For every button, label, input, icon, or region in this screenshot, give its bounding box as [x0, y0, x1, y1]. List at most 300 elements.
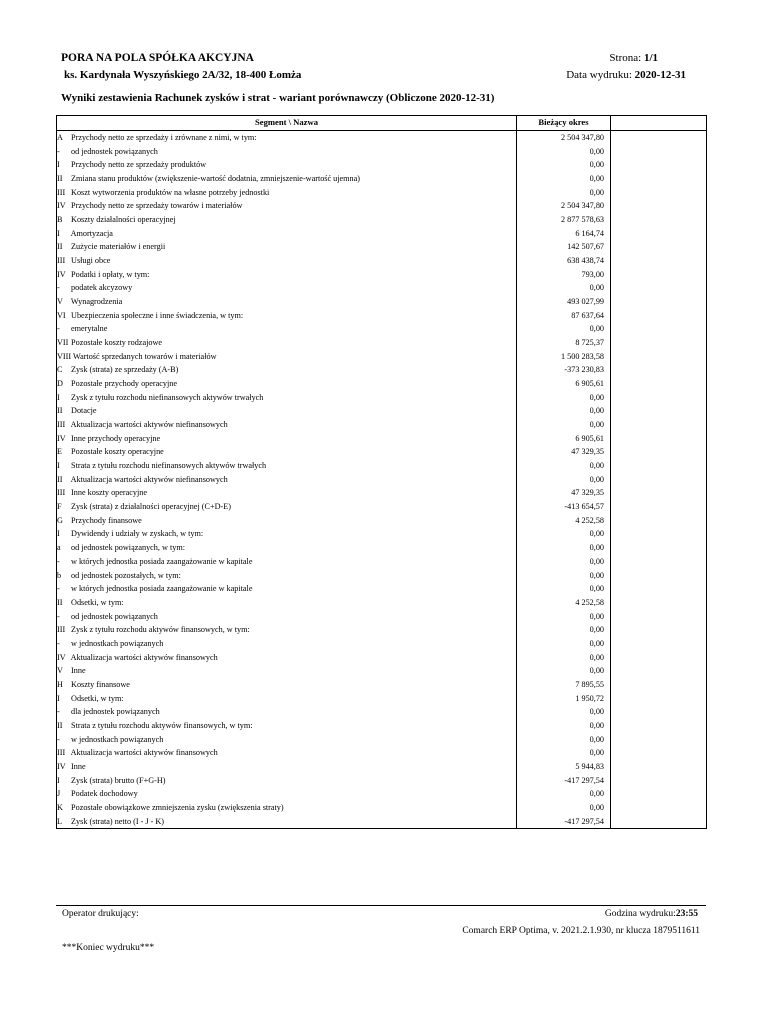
row-value-extra	[611, 213, 707, 227]
row-value-extra	[611, 322, 707, 336]
row-name: Aktualizacja wartości aktywów finansowych	[70, 652, 218, 662]
row-code: III	[57, 187, 66, 197]
row-value-current-period: 142 507,67	[517, 240, 611, 254]
row-label	[57, 582, 517, 596]
row-name: Koszt wytworzenia produktów na własne potrzeby jednostki	[71, 187, 270, 197]
row-name: Aktualizacja wartości aktywów niefinansowych	[70, 420, 228, 430]
row-value-extra	[611, 254, 707, 268]
row-name: Inne przychody operacyjne	[71, 433, 161, 443]
column-header-extra	[611, 116, 707, 131]
row-code: F	[57, 502, 62, 512]
table-row	[57, 773, 707, 787]
operator-label: Operator drukujący:	[62, 909, 139, 919]
table-row	[57, 295, 707, 309]
row-value-current-period: 0,00	[517, 185, 611, 199]
row-name: od jednostek powiązanych, w tym:	[71, 543, 185, 553]
row-name: w jednostkach powiązanych	[71, 734, 164, 744]
row-value-extra	[611, 295, 707, 309]
row-code: -	[57, 283, 60, 293]
row-name: od jednostek pozostałych, w tym:	[71, 570, 181, 580]
row-name: Inne	[71, 761, 86, 771]
table-row	[57, 322, 707, 336]
table-row	[57, 308, 707, 322]
row-label	[57, 254, 517, 268]
row-code: G	[57, 515, 63, 525]
row-name: Wynagrodzenia	[70, 297, 123, 307]
table-row	[57, 254, 707, 268]
row-name: Inne koszty operacyjne	[71, 488, 147, 498]
row-code: II	[57, 406, 63, 416]
table-row	[57, 678, 707, 692]
row-name: Przychody netto ze sprzedaży produktów	[71, 160, 207, 170]
table-row	[57, 472, 707, 486]
row-label	[57, 500, 517, 514]
row-label	[57, 664, 517, 678]
row-value-extra	[611, 199, 707, 213]
row-value-current-period: 0,00	[517, 172, 611, 186]
row-code: I	[57, 392, 60, 402]
row-name: Amortyzacja	[70, 228, 113, 238]
row-name: Zysk z tytułu rozchodu aktywów finansowych, w tym:	[71, 625, 250, 635]
row-code: I	[57, 461, 60, 471]
row-code: -	[57, 734, 60, 744]
table-header-row	[57, 116, 707, 131]
row-label	[57, 486, 517, 500]
table-row	[57, 281, 707, 295]
end-of-print-note: ***Koniec wydruku***	[62, 943, 155, 953]
row-code: C	[57, 365, 63, 375]
company-name: PORA NA POLA SPÓŁKA AKCYJNA	[61, 52, 254, 64]
row-value-extra	[611, 801, 707, 815]
row-value-extra	[611, 281, 707, 295]
table-row	[57, 814, 707, 828]
row-label	[57, 130, 517, 144]
table-row	[57, 418, 707, 432]
row-label	[57, 678, 517, 692]
row-code: II	[57, 597, 63, 607]
row-value-extra	[611, 623, 707, 637]
row-value-current-period: 0,00	[517, 719, 611, 733]
row-value-extra	[611, 267, 707, 281]
row-name: Zysk (strata) z działalności operacyjnej (C+D-E)	[71, 502, 231, 512]
row-name: Pozostałe koszty rodzajowe	[71, 338, 162, 348]
row-code: -	[57, 611, 60, 621]
table-row	[57, 650, 707, 664]
row-value-extra	[611, 486, 707, 500]
row-value-current-period: 493 027,99	[517, 295, 611, 309]
table-row	[57, 130, 707, 144]
row-code: -	[57, 638, 60, 648]
row-name: Pozostałe koszty operacyjne	[71, 447, 164, 457]
row-value-extra	[611, 719, 707, 733]
row-value-current-period: 793,00	[517, 267, 611, 281]
row-name: Koszty działalności operacyjnej	[71, 215, 176, 225]
row-label	[57, 322, 517, 336]
row-value-current-period: 0,00	[517, 527, 611, 541]
table-row	[57, 390, 707, 404]
company-address: ks. Kardynała Wyszyńskiego 2A/32, 18-400 Łomża	[64, 69, 302, 81]
column-header-current-period: Bieżący okres	[517, 116, 611, 131]
row-label	[57, 705, 517, 719]
row-name: Odsetki, w tym:	[71, 693, 124, 703]
row-code: I	[57, 693, 60, 703]
row-value-extra	[611, 691, 707, 705]
row-name: Zmiana stanu produktów (zwiększenie-wartość dodatnia, zmniejszenie-wartość ujemna)	[71, 174, 361, 184]
table-row	[57, 226, 707, 240]
report-title: Wyniki zestawienia Rachunek zysków i strat - wariant porównawczy (Obliczone 2020-12-31)	[61, 92, 495, 104]
row-value-current-period: 0,00	[517, 705, 611, 719]
row-value-extra	[611, 568, 707, 582]
row-code: b	[57, 570, 62, 580]
row-code: J	[57, 789, 61, 799]
row-label	[57, 199, 517, 213]
row-value-current-period: 2 877 578,63	[517, 213, 611, 227]
row-label	[57, 787, 517, 801]
row-value-current-period: 0,00	[517, 390, 611, 404]
row-code: II	[57, 720, 63, 730]
row-value-extra	[611, 500, 707, 514]
row-value-extra	[611, 431, 707, 445]
row-value-current-period: 0,00	[517, 732, 611, 746]
row-label	[57, 226, 517, 240]
row-value-extra	[611, 596, 707, 610]
print-date-value: 2020-12-31	[634, 69, 686, 81]
row-value-current-period: 0,00	[517, 568, 611, 582]
row-value-current-period: 87 637,64	[517, 308, 611, 322]
table-row	[57, 213, 707, 227]
row-value-current-period: 0,00	[517, 404, 611, 418]
row-label	[57, 623, 517, 637]
row-value-extra	[611, 664, 707, 678]
row-value-current-period: 1 950,72	[517, 691, 611, 705]
row-code: -	[57, 584, 60, 594]
row-code: III	[57, 256, 66, 266]
row-name: Inne	[71, 666, 86, 676]
row-value-extra	[611, 377, 707, 391]
row-value-extra	[611, 705, 707, 719]
table-row	[57, 801, 707, 815]
row-value-extra	[611, 390, 707, 404]
row-name: w których jednostka posiada zaangażowanie w kapitale	[71, 584, 253, 594]
row-label	[57, 445, 517, 459]
row-value-current-period: 0,00	[517, 322, 611, 336]
row-name: Strata z tytułu rozchodu aktywów finansowych, w tym:	[71, 720, 253, 730]
print-time	[605, 909, 698, 919]
row-value-extra	[611, 472, 707, 486]
row-label	[57, 377, 517, 391]
row-value-extra	[611, 513, 707, 527]
row-name: Ubezpieczenia społeczne i inne świadczenia, w tym:	[71, 310, 244, 320]
row-value-current-period: 0,00	[517, 787, 611, 801]
table-row	[57, 240, 707, 254]
row-label	[57, 732, 517, 746]
table-row	[57, 445, 707, 459]
row-name: Odsetki, w tym:	[71, 597, 124, 607]
table-row	[57, 527, 707, 541]
row-label	[57, 295, 517, 309]
row-code: I	[57, 775, 60, 785]
row-name: Koszty finansowe	[71, 679, 130, 689]
row-value-extra	[611, 637, 707, 651]
row-name: emerytalne	[71, 324, 108, 334]
table-row	[57, 691, 707, 705]
row-name: Zysk (strata) brutto (F+G-H)	[71, 775, 166, 785]
print-date	[566, 69, 686, 81]
row-name: podatek akcyzowy	[71, 283, 133, 293]
footer-divider	[56, 905, 706, 906]
row-name: Zysk z tytułu rozchodu niefinansowych aktywów trwałych	[71, 392, 264, 402]
row-value-current-period: 7 895,55	[517, 678, 611, 692]
row-code: III	[57, 488, 66, 498]
table-row	[57, 746, 707, 760]
row-label	[57, 213, 517, 227]
row-name: Pozostałe obowiązkowe zmniejszenia zysku (zwiększenia straty)	[71, 802, 284, 812]
row-code: A	[57, 133, 63, 142]
row-value-extra	[611, 130, 707, 144]
table-row	[57, 185, 707, 199]
row-value-current-period: -417 297,54	[517, 814, 611, 828]
row-code: III	[57, 748, 66, 758]
page-indicator	[609, 52, 658, 64]
row-label	[57, 527, 517, 541]
row-label	[57, 404, 517, 418]
table-row	[57, 172, 707, 186]
row-value-extra	[611, 185, 707, 199]
table-row	[57, 336, 707, 350]
row-name: Podatek dochodowy	[71, 789, 138, 799]
row-label	[57, 746, 517, 760]
row-value-current-period: 2 504 347,80	[517, 199, 611, 213]
row-code: IV	[57, 761, 66, 771]
row-label	[57, 773, 517, 787]
table-row	[57, 555, 707, 569]
row-value-current-period: 0,00	[517, 623, 611, 637]
row-value-current-period: 638 438,74	[517, 254, 611, 268]
row-value-current-period: -417 297,54	[517, 773, 611, 787]
row-label	[57, 760, 517, 774]
table-body	[57, 130, 707, 828]
table-row	[57, 568, 707, 582]
row-code: VII	[57, 338, 69, 348]
print-time-label: Godzina wydruku:	[604, 909, 676, 919]
row-label	[57, 541, 517, 555]
table-row	[57, 404, 707, 418]
row-label	[57, 719, 517, 733]
row-value-extra	[611, 459, 707, 473]
row-value-extra	[611, 678, 707, 692]
software-info: Comarch ERP Optima, v. 2021.2.1.930, nr klucza 1879511611	[462, 926, 700, 936]
table-row	[57, 267, 707, 281]
row-name: Zużycie materiałów i energii	[71, 242, 166, 252]
row-label	[57, 363, 517, 377]
row-name: Pozostałe przychody operacyjne	[71, 379, 177, 389]
table-row	[57, 377, 707, 391]
row-value-extra	[611, 144, 707, 158]
table-row	[57, 609, 707, 623]
row-name: w jednostkach powiązanych	[71, 638, 164, 648]
row-label	[57, 596, 517, 610]
row-value-current-period: 47 329,35	[517, 486, 611, 500]
row-label	[57, 172, 517, 186]
row-code: III	[57, 420, 66, 430]
row-value-extra	[611, 158, 707, 172]
row-code: I	[57, 228, 60, 238]
row-value-current-period: 0,00	[517, 541, 611, 555]
row-value-current-period: 0,00	[517, 158, 611, 172]
row-code: V	[57, 297, 63, 307]
table-row	[57, 582, 707, 596]
row-label	[57, 609, 517, 623]
page-label: Strona:	[609, 52, 642, 64]
table-row	[57, 787, 707, 801]
table-row	[57, 363, 707, 377]
row-value-extra	[611, 541, 707, 555]
row-value-extra	[611, 582, 707, 596]
row-value-extra	[611, 172, 707, 186]
row-value-current-period: 1 500 283,58	[517, 349, 611, 363]
row-label	[57, 801, 517, 815]
row-value-extra	[611, 746, 707, 760]
row-value-extra	[611, 773, 707, 787]
row-value-extra	[611, 308, 707, 322]
row-label	[57, 555, 517, 569]
row-value-current-period: 6 164,74	[517, 226, 611, 240]
row-value-current-period: -413 654,57	[517, 500, 611, 514]
page-value: 1/1	[643, 52, 658, 64]
table-row	[57, 623, 707, 637]
row-code: -	[57, 556, 60, 566]
table-row	[57, 732, 707, 746]
row-code: -	[57, 324, 60, 334]
row-label	[57, 418, 517, 432]
row-label	[57, 390, 517, 404]
row-name: Strata z tytułu rozchodu niefinansowych aktywów trwałych	[71, 461, 267, 471]
row-name: w których jednostka posiada zaangażowanie w kapitale	[71, 556, 253, 566]
table-row	[57, 637, 707, 651]
row-code: VIII	[57, 351, 72, 361]
row-value-current-period: 0,00	[517, 555, 611, 569]
row-value-extra	[611, 404, 707, 418]
row-value-current-period: 8 725,37	[517, 336, 611, 350]
row-name: Przychody netto ze sprzedaży i zrównane z nimi, w tym:	[71, 133, 257, 142]
row-value-current-period: 4 252,58	[517, 596, 611, 610]
row-label	[57, 459, 517, 473]
row-value-current-period: 6 905,61	[517, 431, 611, 445]
row-value-current-period: 4 252,58	[517, 513, 611, 527]
row-name: Usługi obce	[71, 256, 111, 266]
row-name: dla jednostek powiązanych	[71, 707, 160, 717]
row-name: Aktualizacja wartości aktywów finansowych	[70, 748, 218, 758]
row-value-current-period: 0,00	[517, 609, 611, 623]
column-header-name: Segment \ Nazwa	[57, 116, 517, 131]
row-label	[57, 691, 517, 705]
row-value-extra	[611, 732, 707, 746]
row-code: H	[57, 679, 63, 689]
income-statement-table	[56, 115, 707, 829]
row-value-current-period: 2 504 347,80	[517, 130, 611, 144]
table-row	[57, 760, 707, 774]
row-value-extra	[611, 650, 707, 664]
table-row	[57, 664, 707, 678]
row-name: Przychody finansowe	[71, 515, 142, 525]
row-code: II	[57, 174, 63, 184]
row-code: V	[57, 666, 63, 676]
table-row	[57, 158, 707, 172]
row-value-extra	[611, 760, 707, 774]
row-value-current-period: -373 230,83	[517, 363, 611, 377]
table-row	[57, 719, 707, 733]
row-label	[57, 431, 517, 445]
row-value-extra	[611, 336, 707, 350]
table-row	[57, 199, 707, 213]
row-name: od jednostek powiązanych	[71, 611, 158, 621]
row-value-extra	[611, 787, 707, 801]
row-name: Dotacje	[71, 406, 97, 416]
row-label	[57, 513, 517, 527]
row-value-current-period: 0,00	[517, 418, 611, 432]
table-row	[57, 459, 707, 473]
print-time-value: 23:55	[675, 909, 698, 919]
row-value-current-period: 0,00	[517, 650, 611, 664]
row-code: a	[57, 543, 61, 553]
row-value-current-period: 0,00	[517, 801, 611, 815]
row-code: IV	[57, 269, 66, 279]
table-row	[57, 596, 707, 610]
row-name: Zysk (strata) ze sprzedaży (A-B)	[71, 365, 179, 375]
row-value-extra	[611, 349, 707, 363]
row-code: B	[57, 215, 63, 225]
row-value-current-period: 0,00	[517, 459, 611, 473]
table-row	[57, 486, 707, 500]
row-label	[57, 336, 517, 350]
row-value-current-period: 47 329,35	[517, 445, 611, 459]
row-value-current-period: 5 944,83	[517, 760, 611, 774]
row-value-extra	[611, 527, 707, 541]
row-label	[57, 267, 517, 281]
row-label	[57, 472, 517, 486]
row-label	[57, 240, 517, 254]
row-name: Dywidendy i udziały w zyskach, w tym:	[71, 529, 204, 539]
row-value-extra	[611, 418, 707, 432]
row-value-extra	[611, 240, 707, 254]
row-label	[57, 568, 517, 582]
row-value-current-period: 0,00	[517, 582, 611, 596]
table-row	[57, 541, 707, 555]
table-row	[57, 431, 707, 445]
row-label	[57, 185, 517, 199]
row-name: Wartość sprzedanych towarów i materiałów	[73, 351, 217, 361]
row-code: VI	[57, 310, 66, 320]
print-date-label: Data wydruku:	[566, 69, 632, 81]
row-label	[57, 814, 517, 828]
row-value-extra	[611, 814, 707, 828]
table-row	[57, 513, 707, 527]
row-value-current-period: 0,00	[517, 144, 611, 158]
row-value-extra	[611, 555, 707, 569]
row-name: Zysk (strata) netto (I - J - K)	[71, 816, 165, 826]
table-row	[57, 349, 707, 363]
table-row	[57, 705, 707, 719]
row-label	[57, 650, 517, 664]
row-label	[57, 281, 517, 295]
row-name: od jednostek powiązanych	[71, 146, 158, 156]
row-value-current-period: 0,00	[517, 637, 611, 651]
row-code: I	[57, 160, 60, 170]
row-code: D	[57, 379, 63, 389]
table-row	[57, 144, 707, 158]
table-row	[57, 500, 707, 514]
row-code: IV	[57, 201, 66, 211]
